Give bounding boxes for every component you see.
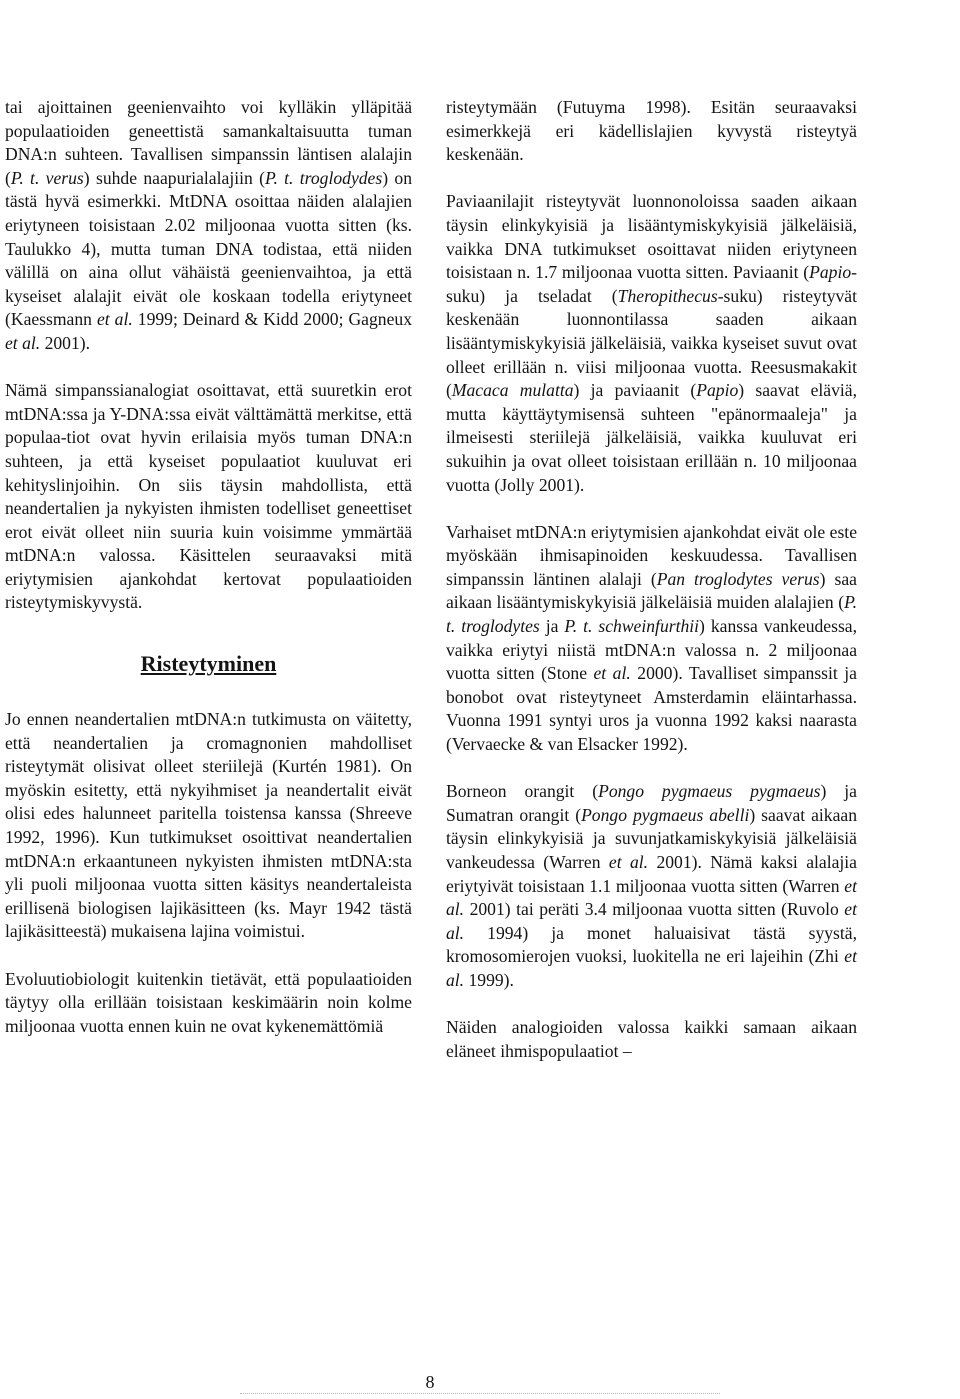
- italic-text: Papio: [809, 262, 852, 283]
- paragraph: [446, 521, 857, 757]
- italic-text: P. t. schweinfurthii: [564, 616, 700, 637]
- italic-text: Pan troglodytes verus: [656, 568, 820, 589]
- right-column: [446, 96, 857, 1063]
- italic-text: Pongo pygmaeus pygmaeus: [598, 781, 821, 802]
- italic-text: et al.: [5, 332, 41, 353]
- text-run: Jo ennen neandertalien mtDNA:n tutkimusta on väitetty, että neandertalien ja cromagnonien mahdolliset risteytymät olisivat olleet steriilejä (Kurtén 1981). On myöskin esitetty, että nykyihmiset ja neandertalit eivät olisi edes halunneet paritella toistensa kanssa (Shreeve 1992, 1996). Kun tutkimukset osoittivat neandertalien mtDNA:n erkaantuneen nykyisten ihmisten mtDNA:sta yli puoli miljoonaa vuotta sitten käsitys neandertaleista erillisenä biologisen lajikäsitteen (ks. Mayr 1942 tästä lajikäsitteestä) mukaisena lajina voimistui.: [5, 709, 412, 942]
- italic-text: Theropithecus: [617, 285, 718, 306]
- italic-text: P. t. verus: [10, 167, 84, 188]
- text-run: Paviaanilajit risteytyvät luonnonoloissa saaden aikaan täysin elinkykyisiä ja lisääntymiskykyisiä jälkeläisiä, vaikka DNA tutkimukset osoittavat niiden eriytyneen toisistaan n. 1.7 miljoonaa vuotta sitten. Paviaanit (: [446, 191, 857, 283]
- italic-text: et al.: [96, 309, 133, 330]
- footer-rule: [240, 1393, 720, 1394]
- left-column: [5, 96, 412, 1038]
- italic-text: et al.: [446, 899, 857, 943]
- text-run: ) saa aikaan lisääntymiskykyisiä jälkeläisiä muiden alalajien (: [446, 568, 857, 613]
- paragraph: [5, 968, 412, 1039]
- text-run: -suku) risteytyvät keskenään luonnontilassa saaden aikaan lisääntymiskykyisiä jälkeläisiä, vaikka kyseiset suvut ovat olleet erillään n. viisi miljoonaa vuotta. Reesusmakakit (: [446, 285, 857, 401]
- page-number: 8: [425, 1372, 435, 1392]
- paragraph: [446, 1016, 857, 1063]
- text-run: 1994) ja monet haluaisivat tästä syystä, kromosomierojen vuoksi, luokitella ne eri lajeihin (Zhi: [446, 922, 857, 967]
- text-run: Varhaiset mtDNA:n eriytymisien ajankohdat eivät ole este myöskään ihmisapinoiden keskuudessa. Tavallisen simpanssin läntinen alalaji (: [446, 521, 857, 589]
- paragraph: [5, 379, 412, 615]
- italic-text: et al.: [593, 663, 631, 684]
- italic-text: P. t. troglodytes: [446, 592, 857, 637]
- text-run: Borneon orangit (: [446, 781, 599, 802]
- italic-text: et al.: [446, 875, 857, 920]
- text-run: Nämä simpanssianalogiat osoittavat, että suuretkin erot mtDNA:ssa ja Y-DNA:ssa eivät välttämättä merkitse, että populaa-tiot ovat hyvin erilaisia myös tuman DNA:n suhteen, ja että kyseiset populaatiot kuuluvat eri kehityslinjoihin. On siis täysin mahdollista, että neandertalien ja nykyisten ihmisten todelliset geneettiset erot eivät olleet niin suuria kuin voisimme ymmärtää mtDNA:n valossa. Käsittelen seuraavaksi mitä eriytymisien ajankohdat kertovat populaatioiden risteytymiskyvystä.: [5, 380, 412, 613]
- text-run: ja: [539, 616, 565, 637]
- text-run: ) ja paviaanit (: [573, 380, 697, 401]
- text-run: Evoluutiobiologit kuitenkin tietävät, että populaatioiden täytyy olla erillään toisistaan keskimäärin noin kolme miljoonaa vuotta ennen kuin ne ovat kykenemättömiä: [5, 968, 412, 1036]
- text-run: ) kanssa vankeudessa, vaikka eriytyi niistä mtDNA:n valossa n. 2 miljoonaa vuotta sitten (Stone: [446, 616, 858, 684]
- paragraph: [446, 96, 857, 167]
- paragraph: [5, 96, 412, 356]
- text-run: ) on tästä hyvä esimerkki. MtDNA osoittaa näiden alalajien eriytyneen toisistaan 2.02 miljoonaa vuotta sitten (ks. Taulukko 4), mutta tuman DNA todistaa, että niiden välillä on aina ollut vähäistä geenienvaihtoa, ja että kyseiset alalajit eivät ole koskaan todella eriytyneet (Kaessmann: [5, 167, 412, 330]
- text-run: 2001). Nämä kaksi alalajia eriytyivät toisistaan 1.1 miljoonaa vuotta sitten (Warren: [446, 852, 857, 896]
- text-run: 2001).: [40, 332, 91, 353]
- italic-text: et al.: [446, 946, 857, 990]
- text-run: 1999).: [464, 969, 514, 990]
- italic-text: P. t. troglodydes: [264, 167, 383, 188]
- text-run: ) saavat aikaan täysin elinkykyisiä ja suvunjatkamiskykyisiä jälkeläisiä vankeudessa (Warren: [446, 804, 858, 872]
- text-run: -suku) ja tseladat (: [446, 262, 857, 306]
- text-run: tai ajoittainen geenienvaihto voi kylläkin ylläpitää populaatioiden geneettistä samankaltaisuutta tuman DNA:n suhteen. Tavallisen simpanssin läntisen alalajin (: [5, 97, 412, 188]
- section-heading: Risteytyminen: [140, 651, 277, 677]
- text-run: 1999; Deinard & Kidd 2000; Gagneux: [132, 309, 412, 330]
- italic-text: Papio: [696, 380, 739, 401]
- paragraph: [5, 708, 412, 944]
- text-run: risteytymään (Futuyma 1998). Esitän seuraavaksi esimerkkejä eri kädellislajien kyvystä risteytyä keskenään.: [446, 97, 857, 165]
- text-run: 2001) tai peräti 3.4 miljoonaa vuotta sitten (Ruvolo: [464, 899, 845, 920]
- text-run: ) suhde naapurialalajiin (: [83, 167, 265, 188]
- text-run: Näiden analogioiden valossa kaikki samaan aikaan eläneet ihmispopulaatiot –: [446, 1017, 857, 1061]
- text-run: ) saavat eläviä, mutta käyttäytymisensä suhteen "epänormaaleja" ja ilmeisesti steriilejä jälkeläisiä, vaikka kuuluvat eri sukuihin ja ovat olleet toisistaan erillään n. 10 miljoonaa vuotta (Jolly 2001).: [446, 380, 858, 495]
- text-run: ) ja Sumatran orangit (: [446, 781, 857, 825]
- italic-text: Pongo pygmaeus abelli: [581, 804, 750, 825]
- italic-text: et al.: [608, 852, 649, 872]
- paragraph: [446, 190, 857, 497]
- italic-text: Macaca mulatta: [451, 380, 574, 401]
- text-run: 2000). Tavalliset simpanssit ja bonobot ovat risteytyneet Amsterdamin eläintarhassa. Vuonna 1991 syntyi uros ja vuonna 1992 kaksi naarasta (Vervaecke & van Elsacker 1992).: [446, 663, 857, 755]
- paragraph: [446, 780, 857, 992]
